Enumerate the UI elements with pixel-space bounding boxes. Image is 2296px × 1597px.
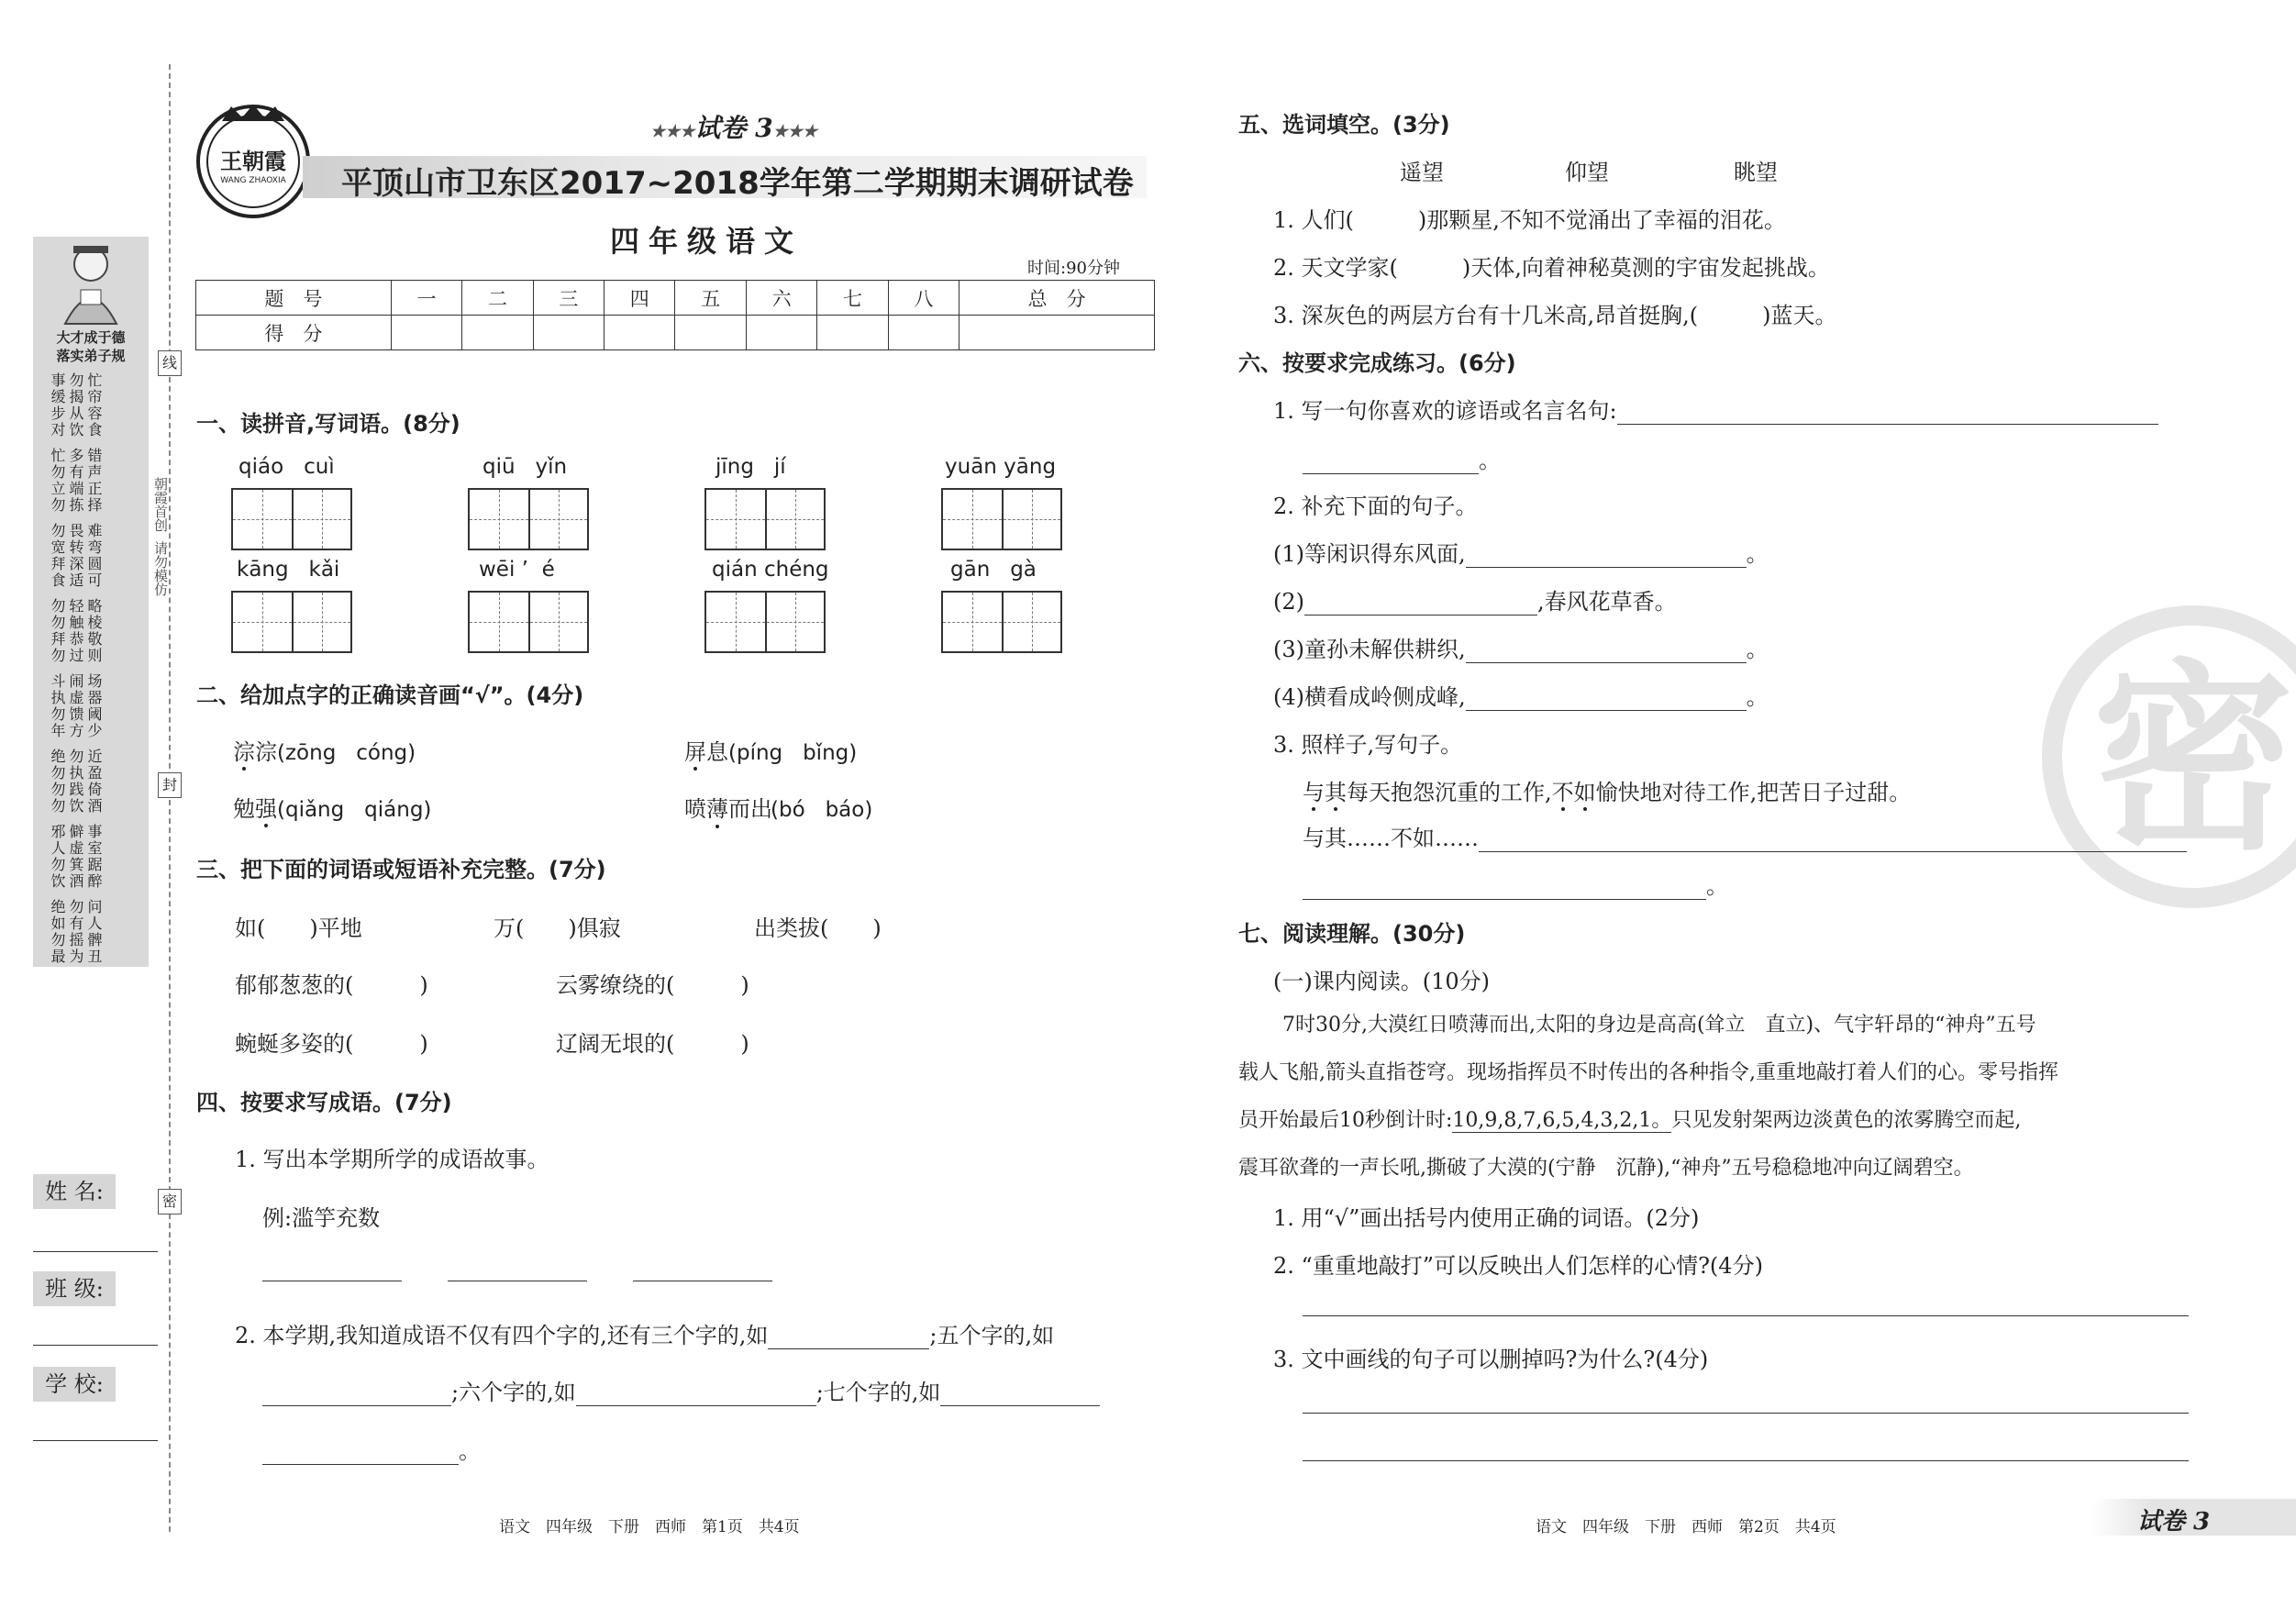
section2-title: 二、给加点字的正确读音画“√”。(4分) (196, 682, 584, 708)
answer-blank[interactable] (1617, 402, 2158, 425)
section3-title: 三、把下面的词语或短语补充完整。(7分) (196, 857, 606, 882)
motto-group (48, 448, 149, 514)
copyright-line-1: 朝霞首创 (152, 477, 169, 532)
section1-title: 一、读拼音,写词语。(8分) (196, 411, 460, 437)
passage-line-3: 员开始最后10秒倒计时:10,9,8,7,6,5,4,3,2,1。只见发射架两边淡黄色的浓雾腾空而起, (1238, 1109, 2022, 1132)
pinyin-3: jīng jí (715, 455, 786, 479)
score-col-5: 五 (675, 281, 746, 316)
writing-grid-6[interactable] (468, 591, 589, 653)
word-choice-2: 仰望 (1565, 160, 1609, 185)
motto-column: 勿执践饮 (67, 749, 84, 815)
word-choice-3: 眺望 (1734, 160, 1778, 185)
answer-blank[interactable] (940, 1383, 1100, 1406)
poem-line-2: (2) ,春风花草香。 (1273, 589, 1677, 615)
motto-group (48, 899, 149, 965)
s5-question-1[interactable]: 1. 人们( )那颗星,不知不觉涌出了幸福的泪花。 (1273, 207, 1786, 233)
pinyin-6: wēi ’ é (479, 558, 555, 582)
score-cell[interactable] (888, 316, 959, 350)
name-label: 姓 名: (33, 1174, 116, 1209)
writing-grid-8[interactable] (941, 591, 1062, 653)
motto-group (48, 372, 149, 438)
answer-line[interactable] (1303, 1460, 2189, 1461)
score-col-1: 一 (391, 281, 461, 316)
s4-example: 例:滥竽充数 (262, 1205, 381, 1231)
watermark-seal: 密 (2042, 605, 2296, 908)
pinyin-5: kāng kǎi (237, 558, 340, 582)
paper-number: ★★★试卷 3★★★ (649, 113, 818, 143)
passage-line-4: 震耳欲聋的一声长吼,撕破了大漠的(宁静 沉静),“神舟”五号稳稳地冲向辽阔碧空。 (1238, 1157, 1974, 1180)
motto-column: 斗执勿年 (49, 673, 66, 739)
passage-line-1: 7时30分,大漠红日喷薄而出,太阳的身边是高高(耸立 直立)、气宇轩昂的“神舟”五号 (1282, 1014, 2036, 1037)
answer-line[interactable] (1303, 1315, 2189, 1316)
motto-column: 难弯圆可 (85, 523, 103, 589)
score-cell[interactable] (605, 316, 675, 350)
fold-mark-line: 线 (158, 350, 182, 376)
score-col-total: 总 分 (959, 281, 1155, 316)
scholar-figure (33, 237, 149, 328)
pinyin-options[interactable]: (bó báo) (771, 798, 873, 822)
pinyin-2: qiū yǐn (482, 455, 568, 479)
logo-subtext: WANG ZHAOXIA (220, 176, 286, 185)
publisher-logo (194, 103, 312, 220)
score-col-7: 七 (817, 281, 888, 316)
score-table (195, 280, 1155, 350)
s6-question-1-cont: 。 (1303, 442, 1501, 474)
score-cell[interactable] (533, 316, 604, 350)
s5-question-2[interactable]: 2. 天文学家( )天体,向着神秘莫测的宇宙发起挑战。 (1273, 255, 1830, 281)
passage-line-2: 载人飞船,箭头直指苍穹。现场指挥员不时传出的各种指令,重重地敲打着人们的心。零号指挥 (1238, 1061, 2058, 1084)
fold-mark-secret: 密 (158, 1189, 182, 1214)
answer-blank[interactable] (1479, 829, 2187, 852)
answer-blank[interactable] (1466, 545, 1747, 568)
writing-grid-2[interactable] (468, 488, 589, 550)
writing-grid-3[interactable] (704, 488, 826, 550)
left-dashed-border (169, 64, 171, 1532)
school-field[interactable] (33, 1440, 158, 1441)
answer-blank[interactable] (262, 1383, 451, 1406)
section5-title: 五、选词填空。(3分) (1238, 112, 1450, 138)
s4-question-2-cont: ;六个字的,如 ;七个字的,如 (262, 1374, 1100, 1406)
s4-question-2-end: 。 (262, 1433, 481, 1465)
score-col-2: 二 (462, 281, 533, 316)
score-col-label: 题 号 (196, 281, 392, 316)
page-title: 平顶山市卫东区2017~2018学年第二学期期末调研试卷 (341, 165, 1134, 202)
score-cell[interactable] (675, 316, 746, 350)
s6-question-2: 2. 补充下面的句子。 (1273, 494, 1478, 519)
word-choice-1: 遥望 (1400, 160, 1444, 185)
motto-column: 僻虚箕酒 (67, 824, 84, 890)
answer-blank[interactable] (1304, 593, 1537, 616)
poem-line-3: (3)童孙未解供耕织, 。 (1273, 637, 1769, 662)
reading-item-3: 勉强(qiǎng qiáng) (233, 796, 432, 822)
reading-item-2: 屏息(píng bǐng) (684, 739, 858, 765)
score-cell[interactable] (817, 316, 888, 350)
logo-text: 王朝霞 (220, 148, 286, 174)
pinyin-options[interactable]: (zōng cóng) (277, 741, 416, 765)
class-field[interactable] (33, 1345, 158, 1346)
motto-group (48, 749, 149, 815)
motto-column: 绝如勿最 (49, 899, 66, 965)
motto-column: 忙勿立勿 (49, 448, 66, 514)
fold-mark-seal: 封 (158, 772, 182, 798)
copyright-vertical (152, 477, 171, 596)
motto-column: 错声正择 (85, 448, 103, 514)
school-label: 学 校: (33, 1367, 116, 1402)
s7-question-3: 3. 文中画线的句子可以删掉吗?为什么?(4分) (1273, 1347, 1709, 1372)
example-sentence: 与其每天抱怨沉重的工作,不如愉快地对待工作,把苦日子过甜。 (1303, 780, 1912, 805)
s4-question-2: 2. 本学期,我知道成语不仅有四个字的,还有三个字的,如 ;五个字的,如 (235, 1323, 1055, 1348)
section6-title: 六、按要求完成练习。(6分) (1238, 350, 1516, 376)
motto-body (33, 365, 149, 965)
motto-column: 勿勿拜勿 (49, 598, 66, 664)
phrase-fill-2[interactable]: 云雾缭绕的( ) (556, 972, 749, 998)
score-col-8: 八 (888, 281, 959, 316)
s5-question-3[interactable]: 3. 深灰色的两层方台有十几米高,昂首挺胸,( )蓝天。 (1273, 303, 1837, 328)
score-cell[interactable] (746, 316, 816, 350)
writing-grid-4[interactable] (941, 488, 1062, 550)
score-cell[interactable] (959, 316, 1155, 350)
score-value-row (196, 316, 1155, 350)
motto-group (48, 523, 149, 589)
motto-column: 勿宽拜食 (49, 523, 66, 589)
answer-blank[interactable] (1466, 640, 1747, 663)
pinyin-options[interactable]: (píng bǐng) (728, 741, 858, 765)
poem-line-4: (4)横看成岭侧成峰, 。 (1273, 684, 1769, 710)
score-col-3: 三 (533, 281, 604, 316)
footer-left: 语文 四年级 下册 西师 第1页 共4页 (499, 1518, 800, 1536)
s4-question-1: 1. 写出本学期所学的成语故事。 (235, 1147, 549, 1172)
motto-column: 忙帘容食 (85, 372, 103, 438)
score-header-row (196, 281, 1155, 316)
underlined-sentence: 10,9,8,7,6,5,4,3,2,1。 (1452, 1109, 1672, 1132)
motto-group (48, 598, 149, 664)
motto-column: 问人髀丑 (85, 899, 103, 965)
motto-column: 勿有摇为 (67, 899, 84, 965)
s7-question-1: 1. 用“√”画出括号内使用正确的词语。(2分) (1273, 1205, 1700, 1231)
answer-blank[interactable] (1303, 877, 1706, 900)
phrase-fill-1[interactable]: 郁郁葱葱的( ) (235, 972, 428, 998)
section7-title: 七、阅读理解。(30分) (1238, 921, 1466, 947)
motto-title: 大才成于德 落实弟子规 (56, 329, 126, 364)
writing-grid-5[interactable] (231, 591, 352, 653)
motto-column: 事缓步对 (49, 372, 66, 438)
name-field[interactable] (33, 1251, 158, 1252)
score-col-4: 四 (605, 281, 675, 316)
motto-group (48, 824, 149, 890)
answer-blank[interactable] (262, 1442, 459, 1465)
motto-column: 绝勿勿勿 (49, 749, 66, 815)
score-cell[interactable] (391, 316, 461, 350)
class-label: 班 级: (33, 1271, 116, 1306)
motto-column: 邪人勿饮 (49, 824, 66, 890)
section4-title: 四、按要求写成语。(7分) (196, 1090, 452, 1115)
footer-right: 语文 四年级 下册 西师 第2页 共4页 (1536, 1518, 1836, 1536)
phrase-fill-4[interactable]: 辽阔无垠的( ) (556, 1031, 749, 1057)
idiom-fill-3[interactable]: 出类拔( ) (754, 915, 882, 941)
pinyin-4: yuān yāng (945, 455, 1057, 479)
s7-question-2: 2. “重重地敲打”可以反映出人们怎样的心情?(4分) (1273, 1253, 1763, 1279)
exam-time: 时间:90分钟 (1027, 259, 1120, 278)
s6-question-1: 1. 写一句你喜欢的谚语或名言名句: (1273, 393, 2158, 425)
motto-column: 略棱敬则 (85, 598, 103, 664)
copyright-line-2: 请勿模仿 (152, 541, 169, 596)
writing-grid-7[interactable] (704, 591, 826, 653)
answer-line[interactable] (1303, 1413, 2189, 1414)
pattern-sentence: 与其……不如…… (1303, 820, 2187, 852)
s7-subsection: (一)课内阅读。(10分) (1273, 969, 1490, 994)
motto-column: 畏转深适 (67, 523, 84, 589)
pinyin-options[interactable]: (qiǎng qiáng) (277, 798, 432, 822)
phrase-fill-3[interactable]: 蜿蜒多姿的( ) (235, 1031, 428, 1057)
pinyin-8: gān gà (950, 558, 1037, 582)
motto-column: 多有端拣 (67, 448, 84, 514)
answer-blank[interactable] (1466, 688, 1747, 711)
motto-column: 轻触恭过 (67, 598, 84, 664)
motto-column: 事室踞醉 (85, 824, 103, 890)
motto-column: 近盈倚酒 (85, 749, 103, 815)
score-row-label: 得 分 (196, 316, 392, 350)
score-col-6: 六 (746, 281, 816, 316)
motto-panel (33, 237, 149, 967)
reading-item-1: 淙淙(zōng cóng) (233, 739, 416, 765)
answer-blank[interactable] (576, 1383, 816, 1406)
score-cell[interactable] (462, 316, 533, 350)
idiom-fill-1[interactable]: 如( )平地 (235, 915, 362, 941)
poem-line-1: (1)等闲识得东风面, 。 (1273, 541, 1769, 567)
answer-blank[interactable] (1303, 451, 1479, 474)
writing-grid-1[interactable] (231, 488, 352, 550)
answer-blank[interactable] (768, 1326, 929, 1349)
footer-badge: 试卷 3 (2091, 1499, 2296, 1536)
pattern-sentence-cont: 。 (1303, 868, 1728, 900)
motto-column: 场器阈少 (85, 673, 103, 739)
pinyin-7: qián chéng (712, 558, 829, 582)
motto-column: 勿揭从饮 (67, 372, 84, 438)
motto-group (48, 673, 149, 739)
motto-column: 闹虚馈方 (67, 673, 84, 739)
subject-title: 四年级语文 (609, 224, 803, 259)
reading-item-4: 喷薄而出(bó báo) (684, 791, 872, 823)
idiom-fill-2[interactable]: 万( )俱寂 (494, 915, 621, 941)
pinyin-1: qiáo cuì (238, 455, 335, 479)
s6-question-3: 3. 照样子,写句子。 (1273, 732, 1463, 758)
